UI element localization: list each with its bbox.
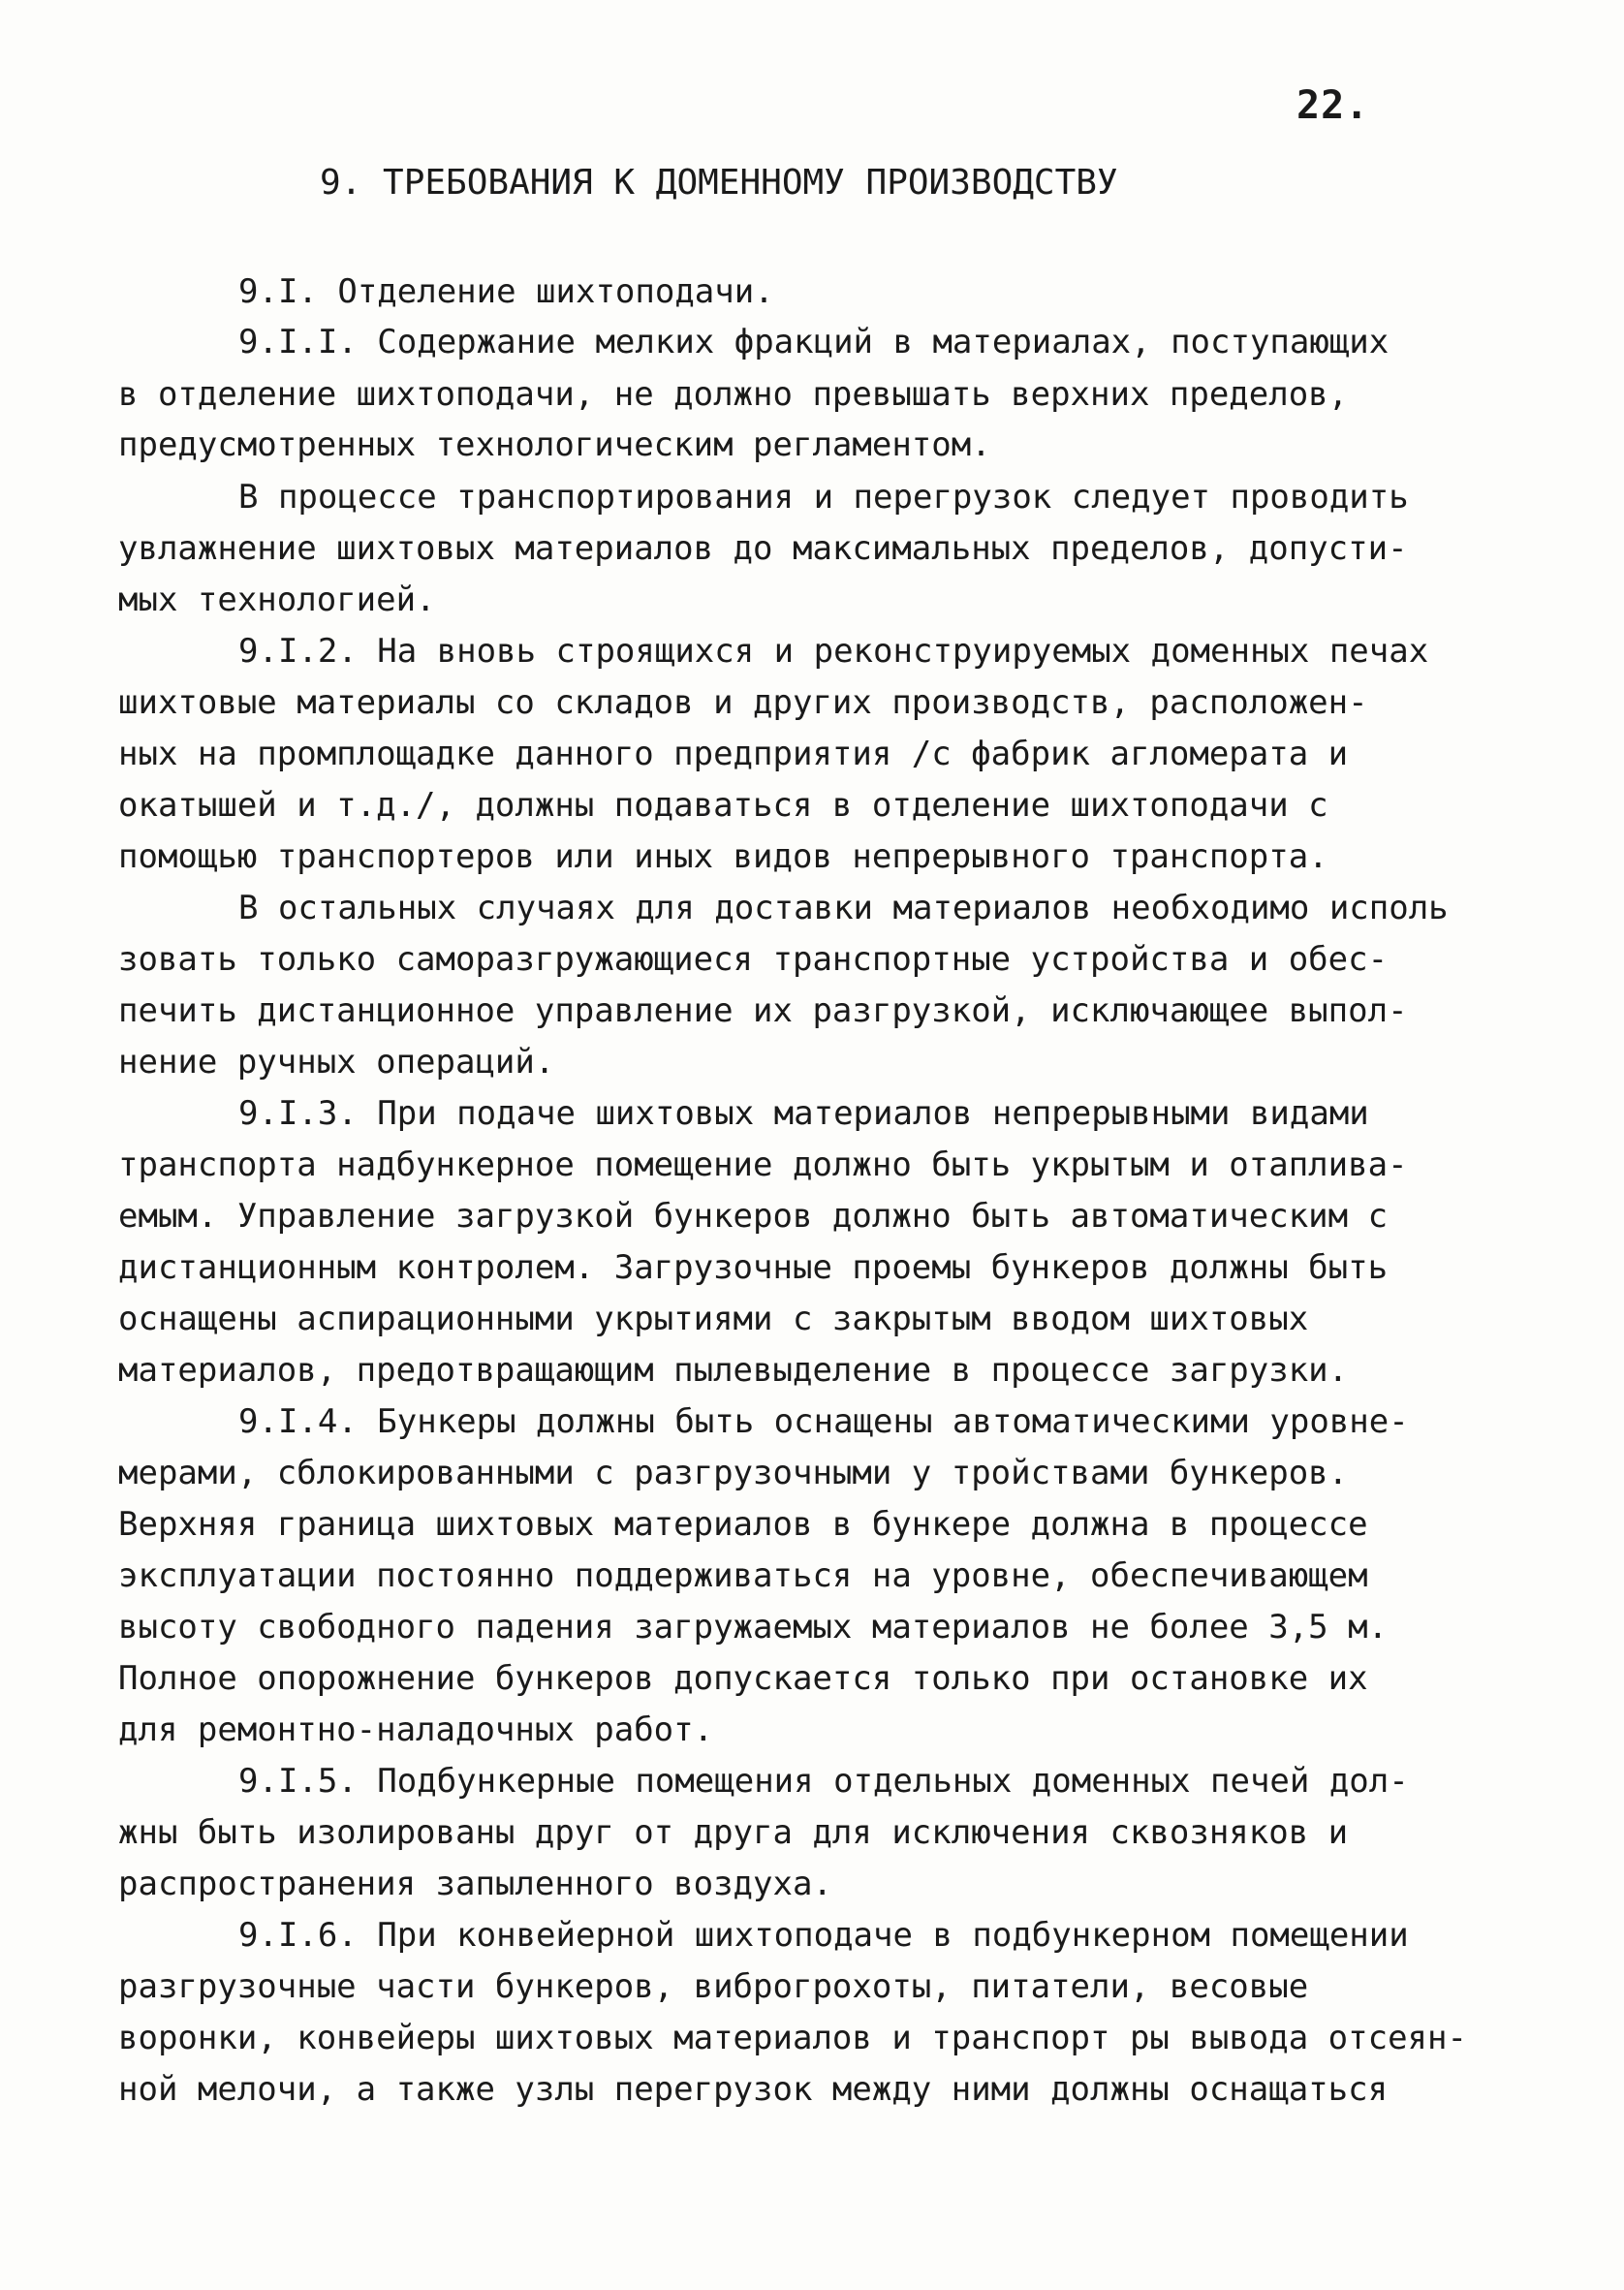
text-line: ных на промплощадке данного предприятия /с фабрик агломерата и [118, 735, 1349, 773]
text-line: В процессе транспортирования и перегрузок следует проводить [238, 478, 1409, 517]
text-line: помощью транспортеров или иных видов непрерывного транспорта. [118, 837, 1328, 876]
text-line: 9.I.5. Подбункерные помещения отдельных доменных печей дол- [238, 1762, 1409, 1801]
text-line: жны быть изолированы друг от друга для исключения сквозняков и [118, 1813, 1349, 1852]
text-line: распространения запыленного воздуха. [118, 1865, 832, 1903]
text-line: высоту свободного падения загружаемых материалов не более 3,5 м. [118, 1608, 1389, 1647]
text-line: 9.I.6. При конвейерной шихтоподаче в подбункерном помещении [238, 1916, 1409, 1955]
text-line: мерами, сблокированными с разгрузочными у тройствами бункеров. [118, 1454, 1349, 1492]
text-line: предусмотренных технологическим регламентом. [118, 425, 991, 464]
text-line: оснащены аспирационными укрытиями с закрытым вводом шихтовых [118, 1300, 1309, 1338]
text-line: эксплуатации постоянно поддерживаться на уровне, обеспечивающем [118, 1556, 1368, 1595]
text-line: воронки, конвейеры шихтовых материалов и транспорт ры вывода отсеян- [118, 2019, 1467, 2057]
text-line: Верхняя граница шихтовых материалов в бункере должна в процессе [118, 1505, 1368, 1544]
text-line: емым. Управление загрузкой бункеров должно быть автоматическим с [118, 1197, 1389, 1236]
text-line: 9.I.I. Содержание мелких фракций в материалах, поступающих [238, 323, 1390, 361]
text-line: зовать только саморазгружающиеся транспортные устройства и обес- [118, 940, 1389, 979]
text-line: для ремонтно-наладочных работ. [118, 1710, 714, 1749]
text-line: в отделение шихтоподачи, не должно превышать верхних пределов, [118, 375, 1349, 414]
text-line: мых технологией. [118, 580, 436, 619]
text-line: увлажнение шихтовых материалов до максимальных пределов, допусти- [118, 529, 1408, 568]
page-number: 22. [1296, 83, 1370, 128]
text-line: 9.I. Отделение шихтоподачи. [238, 272, 774, 311]
text-line: 9.I.3. При подаче шихтовых материалов непрерывными видами [238, 1094, 1369, 1133]
text-line: 9.I.4. Бункеры должны быть оснащены автоматическими уровне- [238, 1402, 1409, 1441]
text-line: нение ручных операций. [118, 1043, 555, 1082]
text-line: В остальных случаях для доставки материалов необходимо исполь [238, 889, 1449, 927]
text-line: материалов, предотвращающим пылевыделение в процессе загрузки. [118, 1351, 1349, 1390]
text-line: транспорта надбункерное помещение должно быть укрытым и отаплива- [118, 1145, 1408, 1184]
text-line: разгрузочные части бункеров, виброгрохоты, питатели, весовые [118, 1967, 1309, 2006]
text-line: ной мелочи, а также узлы перегрузок между ними должны оснащаться [118, 2070, 1389, 2109]
text-line: дистанционным контролем. Загрузочные проемы бункеров должны быть [118, 1248, 1389, 1287]
section-title: 9. ТРЕБОВАНИЯ К ДОМЕННОМУ ПРОИЗВОДСТВУ [320, 163, 1118, 203]
text-line: 9.I.2. На вновь строящихся и реконструируемых доменных печах [238, 632, 1429, 671]
text-line: окатышей и т.д./, должны подаваться в отделение шихтоподачи с [118, 786, 1328, 825]
text-line: Полное опорожнение бункеров допускается только при остановке их [118, 1659, 1368, 1698]
text-line: шихтовые материалы со складов и других производств, расположен- [118, 683, 1368, 722]
text-line: печить дистанционное управление их разгрузкой, исключающее выпол- [118, 991, 1408, 1030]
